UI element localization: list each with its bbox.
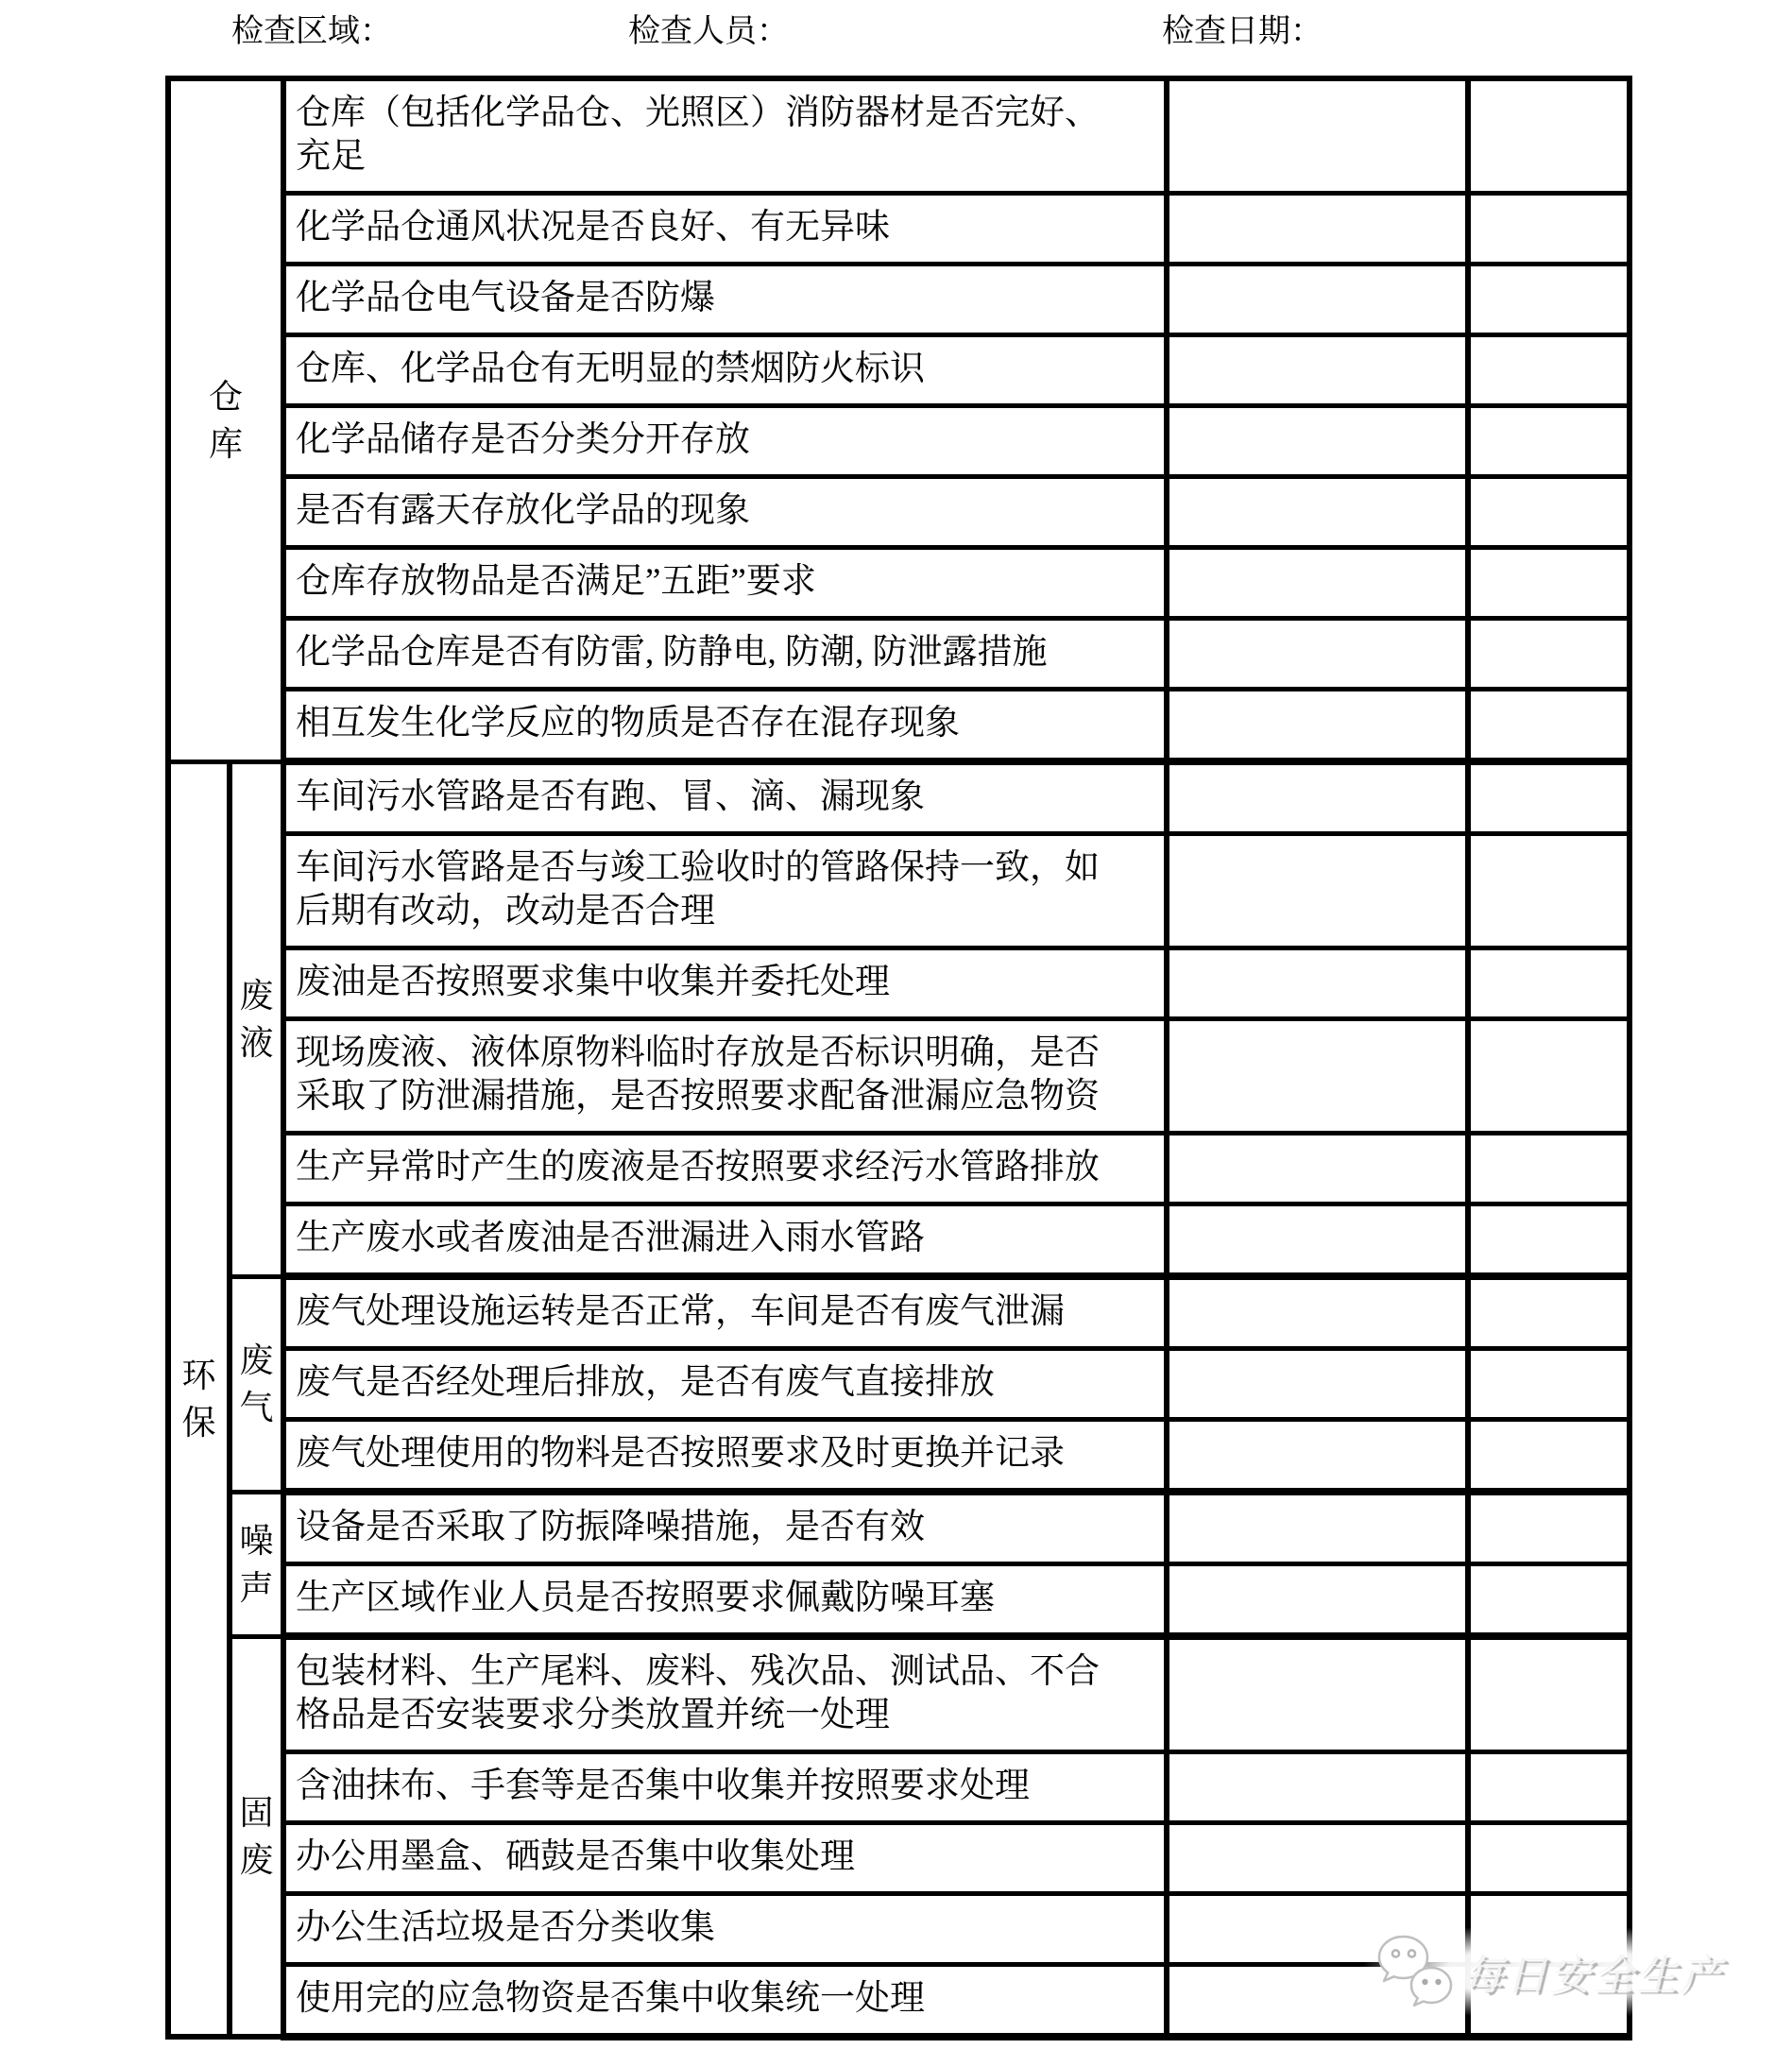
- remark-cell: [1468, 690, 1630, 762]
- checklist-row: [168, 477, 1630, 548]
- remark-cell: [1468, 1752, 1630, 1823]
- checklist-body: [168, 78, 1630, 2037]
- subcategory-cell: [230, 1492, 283, 1636]
- checklist-item-text: 现场废液、液体原物料临时存放是否标识明确，是否采取了防泄漏措施，是否按照要求配备泄漏应急物资: [283, 1019, 1167, 1134]
- inspection-area-label: 检查区域：: [231, 14, 392, 49]
- result-cell: [1167, 194, 1468, 265]
- checklist-row: [168, 335, 1630, 406]
- checklist-item-text: 车间污水管路是否与竣工验收时的管路保持一致，如后期有改动，改动是否合理: [283, 834, 1167, 948]
- checklist-item-text: 办公生活垃圾是否分类收集: [283, 1894, 1167, 1965]
- watermark-text: 每日安全生产: [1462, 1953, 1723, 1999]
- remark-cell: [1468, 194, 1630, 265]
- result-cell: [1167, 619, 1468, 690]
- checklist-item-text: 废气是否经处理后排放，是否有废气直接排放: [283, 1349, 1167, 1420]
- checklist-item-text: 使用完的应急物资是否集中收集统一处理: [283, 1965, 1167, 2038]
- remark-cell: [1468, 1564, 1630, 1637]
- result-cell: [1167, 78, 1468, 194]
- checklist-row: [168, 1823, 1630, 1894]
- subcategory-cell: [230, 1276, 283, 1492]
- checklist-row: [168, 834, 1630, 948]
- result-cell: [1167, 265, 1468, 335]
- result-cell: [1167, 406, 1468, 477]
- result-cell: [1167, 1349, 1468, 1420]
- remark-cell: [1468, 265, 1630, 335]
- remark-cell: [1468, 1823, 1630, 1894]
- checklist-row: [168, 690, 1630, 762]
- result-cell: [1167, 1276, 1468, 1349]
- checklist-item-text: 化学品仓通风状况是否良好、有无异味: [283, 194, 1167, 265]
- remark-cell: [1468, 761, 1630, 834]
- remark-cell: [1468, 406, 1630, 477]
- checklist-row: [168, 1492, 1630, 1564]
- checklist-row: [168, 78, 1630, 194]
- result-cell: [1167, 1134, 1468, 1204]
- subcategory-cell: [230, 761, 283, 1276]
- subcategory-label: 废气: [239, 1341, 274, 1426]
- category-cell: [168, 78, 283, 761]
- remark-cell: [1468, 1019, 1630, 1134]
- checklist-item-text: 是否有露天存放化学品的现象: [283, 477, 1167, 548]
- checklist-row: [168, 1349, 1630, 1420]
- result-cell: [1167, 761, 1468, 834]
- checklist-row: [168, 1636, 1630, 1752]
- checklist-row: [168, 1564, 1630, 1637]
- checklist-row: [168, 761, 1630, 834]
- checklist-item-text: 仓库存放物品是否满足”五距”要求: [283, 548, 1167, 619]
- remark-cell: [1468, 1492, 1630, 1564]
- category-label: 仓库: [209, 377, 244, 463]
- remark-cell: [1468, 1204, 1630, 1277]
- checklist-item-text: 生产异常时产生的废液是否按照要求经污水管路排放: [283, 1134, 1167, 1204]
- checklist-item-text: 废油是否按照要求集中收集并委托处理: [283, 948, 1167, 1019]
- subcategory-label: 固废: [239, 1793, 274, 1879]
- remark-cell: [1468, 548, 1630, 619]
- result-cell: [1167, 834, 1468, 948]
- subcategory-label: 废液: [239, 976, 274, 1062]
- result-cell: [1167, 1636, 1468, 1752]
- remark-cell: [1468, 1420, 1630, 1493]
- checklist-item-text: 化学品仓电气设备是否防爆: [283, 265, 1167, 335]
- subcategory-label: 噪声: [239, 1521, 274, 1607]
- checklist-item-text: 废气处理使用的物料是否按照要求及时更换并记录: [283, 1420, 1167, 1493]
- remark-cell: [1468, 948, 1630, 1019]
- checklist-item-text: 生产废水或者废油是否泄漏进入雨水管路: [283, 1204, 1167, 1277]
- result-cell: [1167, 477, 1468, 548]
- remark-cell: [1468, 1636, 1630, 1752]
- remark-cell: [1468, 834, 1630, 948]
- checklist-item-text: 设备是否采取了防振降噪措施，是否有效: [283, 1492, 1167, 1564]
- result-cell: [1167, 948, 1468, 1019]
- remark-cell: [1468, 477, 1630, 548]
- checklist-item-text: 化学品储存是否分类分开存放: [283, 406, 1167, 477]
- checklist-row: [168, 619, 1630, 690]
- result-cell: [1167, 335, 1468, 406]
- remark-cell: [1468, 1134, 1630, 1204]
- checklist-row: [168, 1204, 1630, 1277]
- result-cell: [1167, 1752, 1468, 1823]
- checklist-row: [168, 1752, 1630, 1823]
- checklist-row: [168, 948, 1630, 1019]
- checklist-row: [168, 1420, 1630, 1493]
- checklist-row: [168, 1276, 1630, 1349]
- checklist-row: [168, 1134, 1630, 1204]
- subcategory-cell: [230, 1636, 283, 2037]
- result-cell: [1167, 690, 1468, 762]
- checklist-row: [168, 265, 1630, 335]
- category-label: 环保: [181, 1356, 216, 1442]
- checklist-item-text: 化学品仓库是否有防雷, 防静电, 防潮, 防泄露措施: [283, 619, 1167, 690]
- remark-cell: [1468, 619, 1630, 690]
- inspector-label: 检查人员：: [628, 14, 789, 49]
- checklist-row: [168, 548, 1630, 619]
- category-cell: [168, 761, 230, 2037]
- wechat-icon: [1375, 1932, 1455, 2011]
- checklist-row: [168, 194, 1630, 265]
- checklist-row: [168, 1019, 1630, 1134]
- checklist-item-text: 废气处理设施运转是否正常，车间是否有废气泄漏: [283, 1276, 1167, 1349]
- result-cell: [1167, 1823, 1468, 1894]
- remark-cell: [1468, 78, 1630, 194]
- remark-cell: [1468, 1276, 1630, 1349]
- checklist-item-text: 包装材料、生产尾料、废料、残次品、测试品、不合格品是否安装要求分类放置并统一处理: [283, 1636, 1167, 1752]
- result-cell: [1167, 548, 1468, 619]
- checklist-item-text: 相互发生化学反应的物质是否存在混存现象: [283, 690, 1167, 762]
- checklist-item-text: 含油抹布、手套等是否集中收集并按照要求处理: [283, 1752, 1167, 1823]
- result-cell: [1167, 1492, 1468, 1564]
- result-cell: [1167, 1564, 1468, 1637]
- inspection-date-label: 检查日期：: [1162, 14, 1323, 49]
- checklist-item-text: 仓库、化学品仓有无明显的禁烟防火标识: [283, 335, 1167, 406]
- checklist-item-text: 办公用墨盒、硒鼓是否集中收集处理: [283, 1823, 1167, 1894]
- checklist-row: [168, 406, 1630, 477]
- result-cell: [1167, 1204, 1468, 1277]
- checklist-item-text: 仓库（包括化学品仓、光照区）消防器材是否完好、充足: [283, 78, 1167, 194]
- result-cell: [1167, 1019, 1468, 1134]
- remark-cell: [1468, 1349, 1630, 1420]
- checklist-item-text: 生产区域作业人员是否按照要求佩戴防噪耳塞: [283, 1564, 1167, 1637]
- checklist-item-text: 车间污水管路是否有跑、冒、滴、漏现象: [283, 761, 1167, 834]
- remark-cell: [1468, 335, 1630, 406]
- watermark: [1360, 1922, 1738, 2021]
- checklist-table: [165, 76, 1632, 2040]
- result-cell: [1167, 1420, 1468, 1493]
